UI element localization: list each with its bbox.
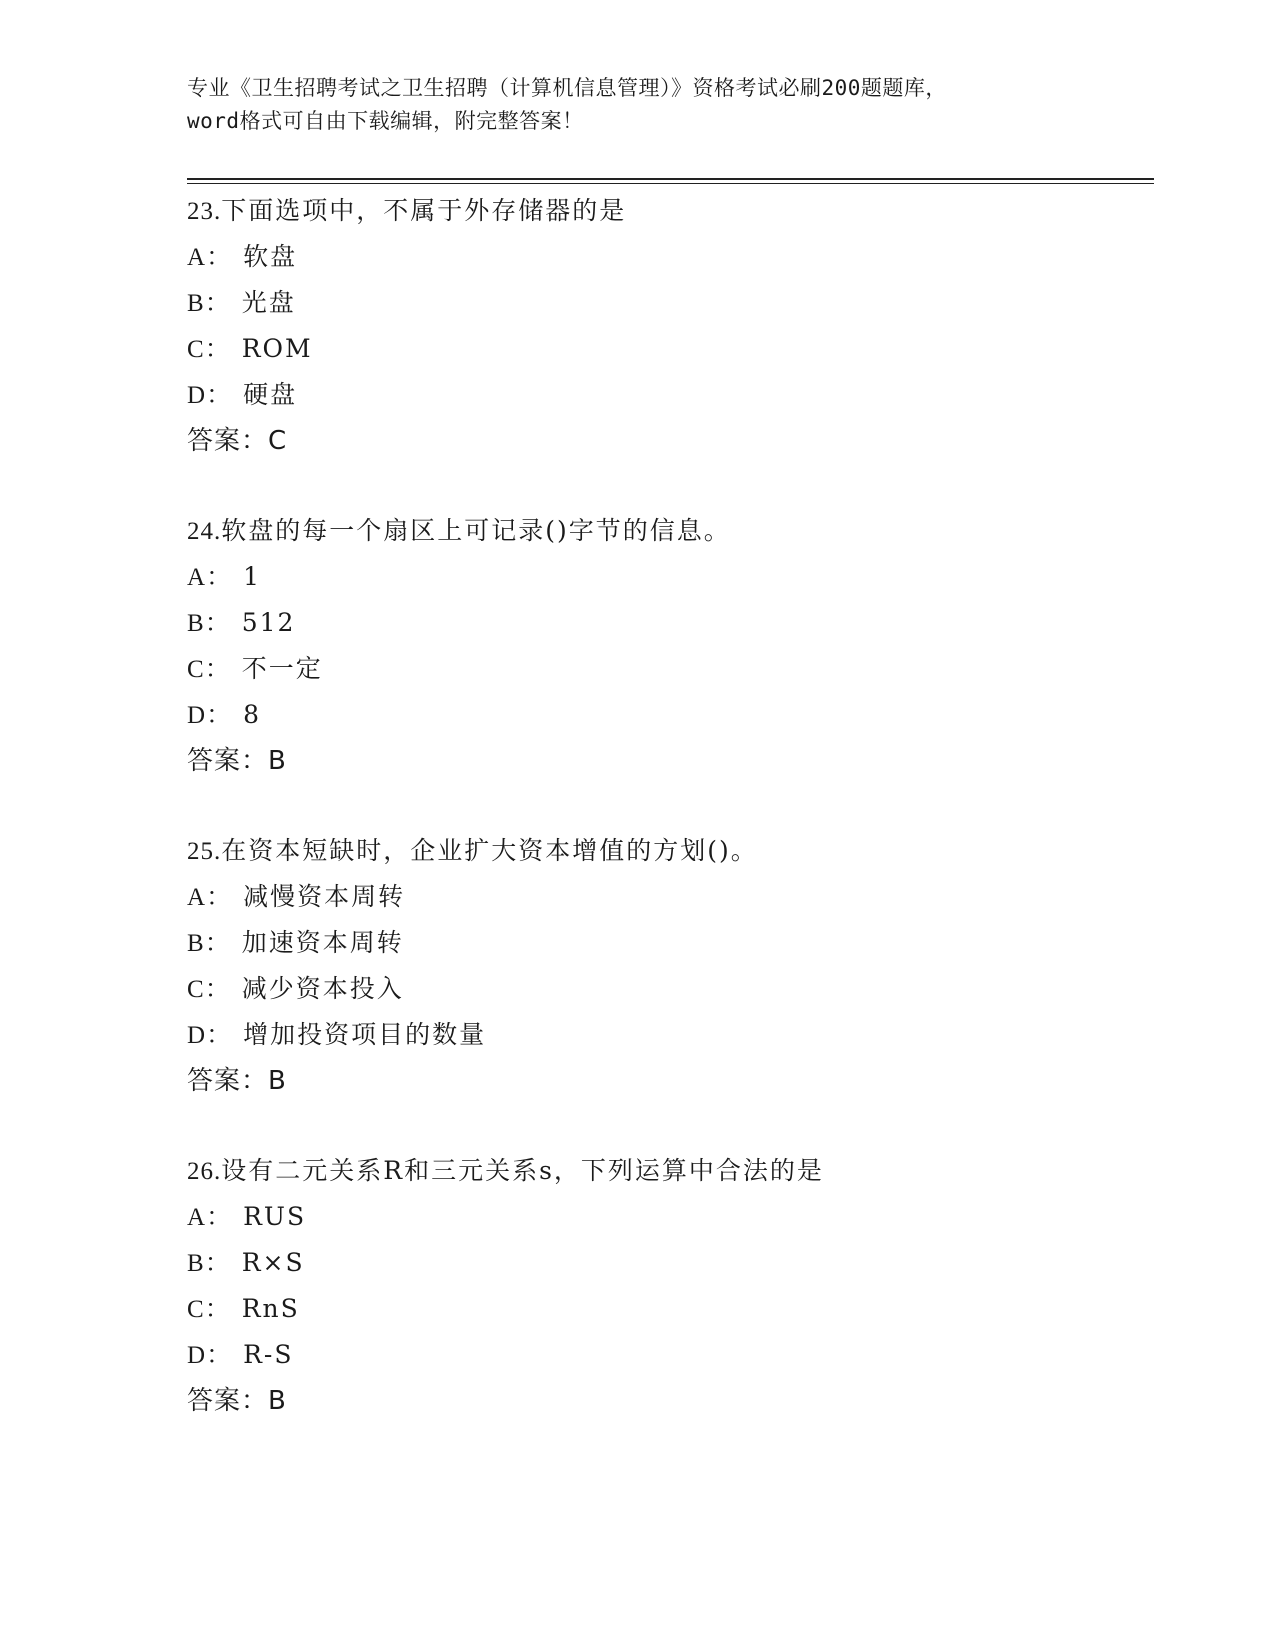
option-letter: B — [187, 610, 205, 637]
option-separator: ： — [204, 288, 232, 317]
option-letter: A — [187, 884, 207, 911]
option-d — [187, 372, 1147, 418]
question-24 — [187, 508, 1147, 784]
option-text: 1 — [243, 562, 261, 591]
option-b — [187, 600, 1147, 646]
option-text: R-S — [243, 1340, 294, 1369]
header-title-line-2: word格式可自由下载编辑，附完整答案！ — [187, 109, 584, 133]
option-text: 8 — [243, 700, 261, 729]
answer-line: 答案：B — [187, 1066, 287, 1096]
option-separator: ： — [204, 608, 232, 637]
option-letter: C — [187, 1296, 205, 1323]
question-number: 23. — [187, 198, 222, 225]
question-text: 软盘的每一个扇区上可记录()字节的信息。 — [221, 516, 731, 545]
question-number: 25. — [187, 838, 222, 865]
question-stem — [187, 188, 1147, 234]
question-number: 24. — [187, 518, 222, 545]
option-text: RnS — [241, 1294, 300, 1323]
option-letter: A — [187, 244, 207, 271]
option-letter: B — [187, 290, 205, 317]
option-c — [187, 646, 1147, 692]
option-text: 硬盘 — [243, 380, 298, 409]
option-separator: ： — [206, 562, 234, 591]
option-separator: ： — [206, 1202, 234, 1231]
option-text: 不一定 — [241, 654, 323, 683]
question-text: 在资本短缺时，企业扩大资本增值的方划()。 — [221, 836, 758, 865]
option-separator: ： — [206, 380, 234, 409]
option-letter: D — [187, 382, 207, 409]
option-text: 增加投资项目的数量 — [243, 1020, 487, 1049]
option-separator: ： — [206, 882, 234, 911]
option-a — [187, 554, 1147, 600]
header-divider-thick — [187, 178, 1154, 180]
option-letter: D — [187, 1022, 207, 1049]
option-separator: ： — [206, 1020, 234, 1049]
option-letter: D — [187, 1342, 207, 1369]
document-header — [187, 72, 1087, 138]
question-text: 设有二元关系R和三元关系s，下列运算中合法的是 — [221, 1156, 824, 1185]
question-number: 26. — [187, 1158, 222, 1185]
question-stem — [187, 828, 1147, 874]
option-letter: B — [187, 930, 205, 957]
option-letter: A — [187, 564, 207, 591]
option-text: 512 — [241, 608, 296, 637]
option-text: 加速资本周转 — [241, 928, 404, 957]
option-letter: C — [187, 656, 205, 683]
option-separator: ： — [204, 1294, 232, 1323]
header-divider-thin — [187, 183, 1154, 184]
option-separator: ： — [204, 334, 232, 363]
option-letter: A — [187, 1204, 207, 1231]
option-d — [187, 1012, 1147, 1058]
option-text: 减少资本投入 — [241, 974, 404, 1003]
option-c — [187, 966, 1147, 1012]
question-list — [187, 188, 1147, 1468]
option-b — [187, 280, 1147, 326]
option-separator: ： — [206, 242, 234, 271]
question-text: 下面选项中，不属于外存储器的是 — [221, 196, 627, 225]
option-text: ROM — [241, 334, 313, 363]
option-text: R×S — [241, 1248, 305, 1277]
option-separator: ： — [206, 700, 234, 729]
option-a — [187, 874, 1147, 920]
answer-line: 答案：B — [187, 746, 287, 776]
question-stem — [187, 1148, 1147, 1194]
option-c — [187, 1286, 1147, 1332]
option-text: 软盘 — [243, 242, 298, 271]
question-23 — [187, 188, 1147, 464]
option-d — [187, 1332, 1147, 1378]
option-separator: ： — [204, 1248, 232, 1277]
option-a — [187, 234, 1147, 280]
option-separator: ： — [204, 928, 232, 957]
option-separator: ： — [204, 654, 232, 683]
option-separator: ： — [206, 1340, 234, 1369]
option-b — [187, 920, 1147, 966]
option-a — [187, 1194, 1147, 1240]
answer-line: 答案：B — [187, 1386, 287, 1416]
option-letter: C — [187, 336, 205, 363]
option-c — [187, 326, 1147, 372]
answer-line: 答案：C — [187, 426, 288, 456]
question-stem — [187, 508, 1147, 554]
option-b — [187, 1240, 1147, 1286]
option-text: 减慢资本周转 — [243, 882, 406, 911]
option-d — [187, 692, 1147, 738]
option-text: 光盘 — [241, 288, 296, 317]
option-letter: D — [187, 702, 207, 729]
question-26 — [187, 1148, 1147, 1424]
option-letter: B — [187, 1250, 205, 1277]
question-25 — [187, 828, 1147, 1104]
option-letter: C — [187, 976, 205, 1003]
header-title-line-1: 专业《卫生招聘考试之卫生招聘（计算机信息管理）》资格考试必刷200题题库， — [187, 76, 947, 100]
option-text: RUS — [243, 1202, 307, 1231]
option-separator: ： — [204, 974, 232, 1003]
